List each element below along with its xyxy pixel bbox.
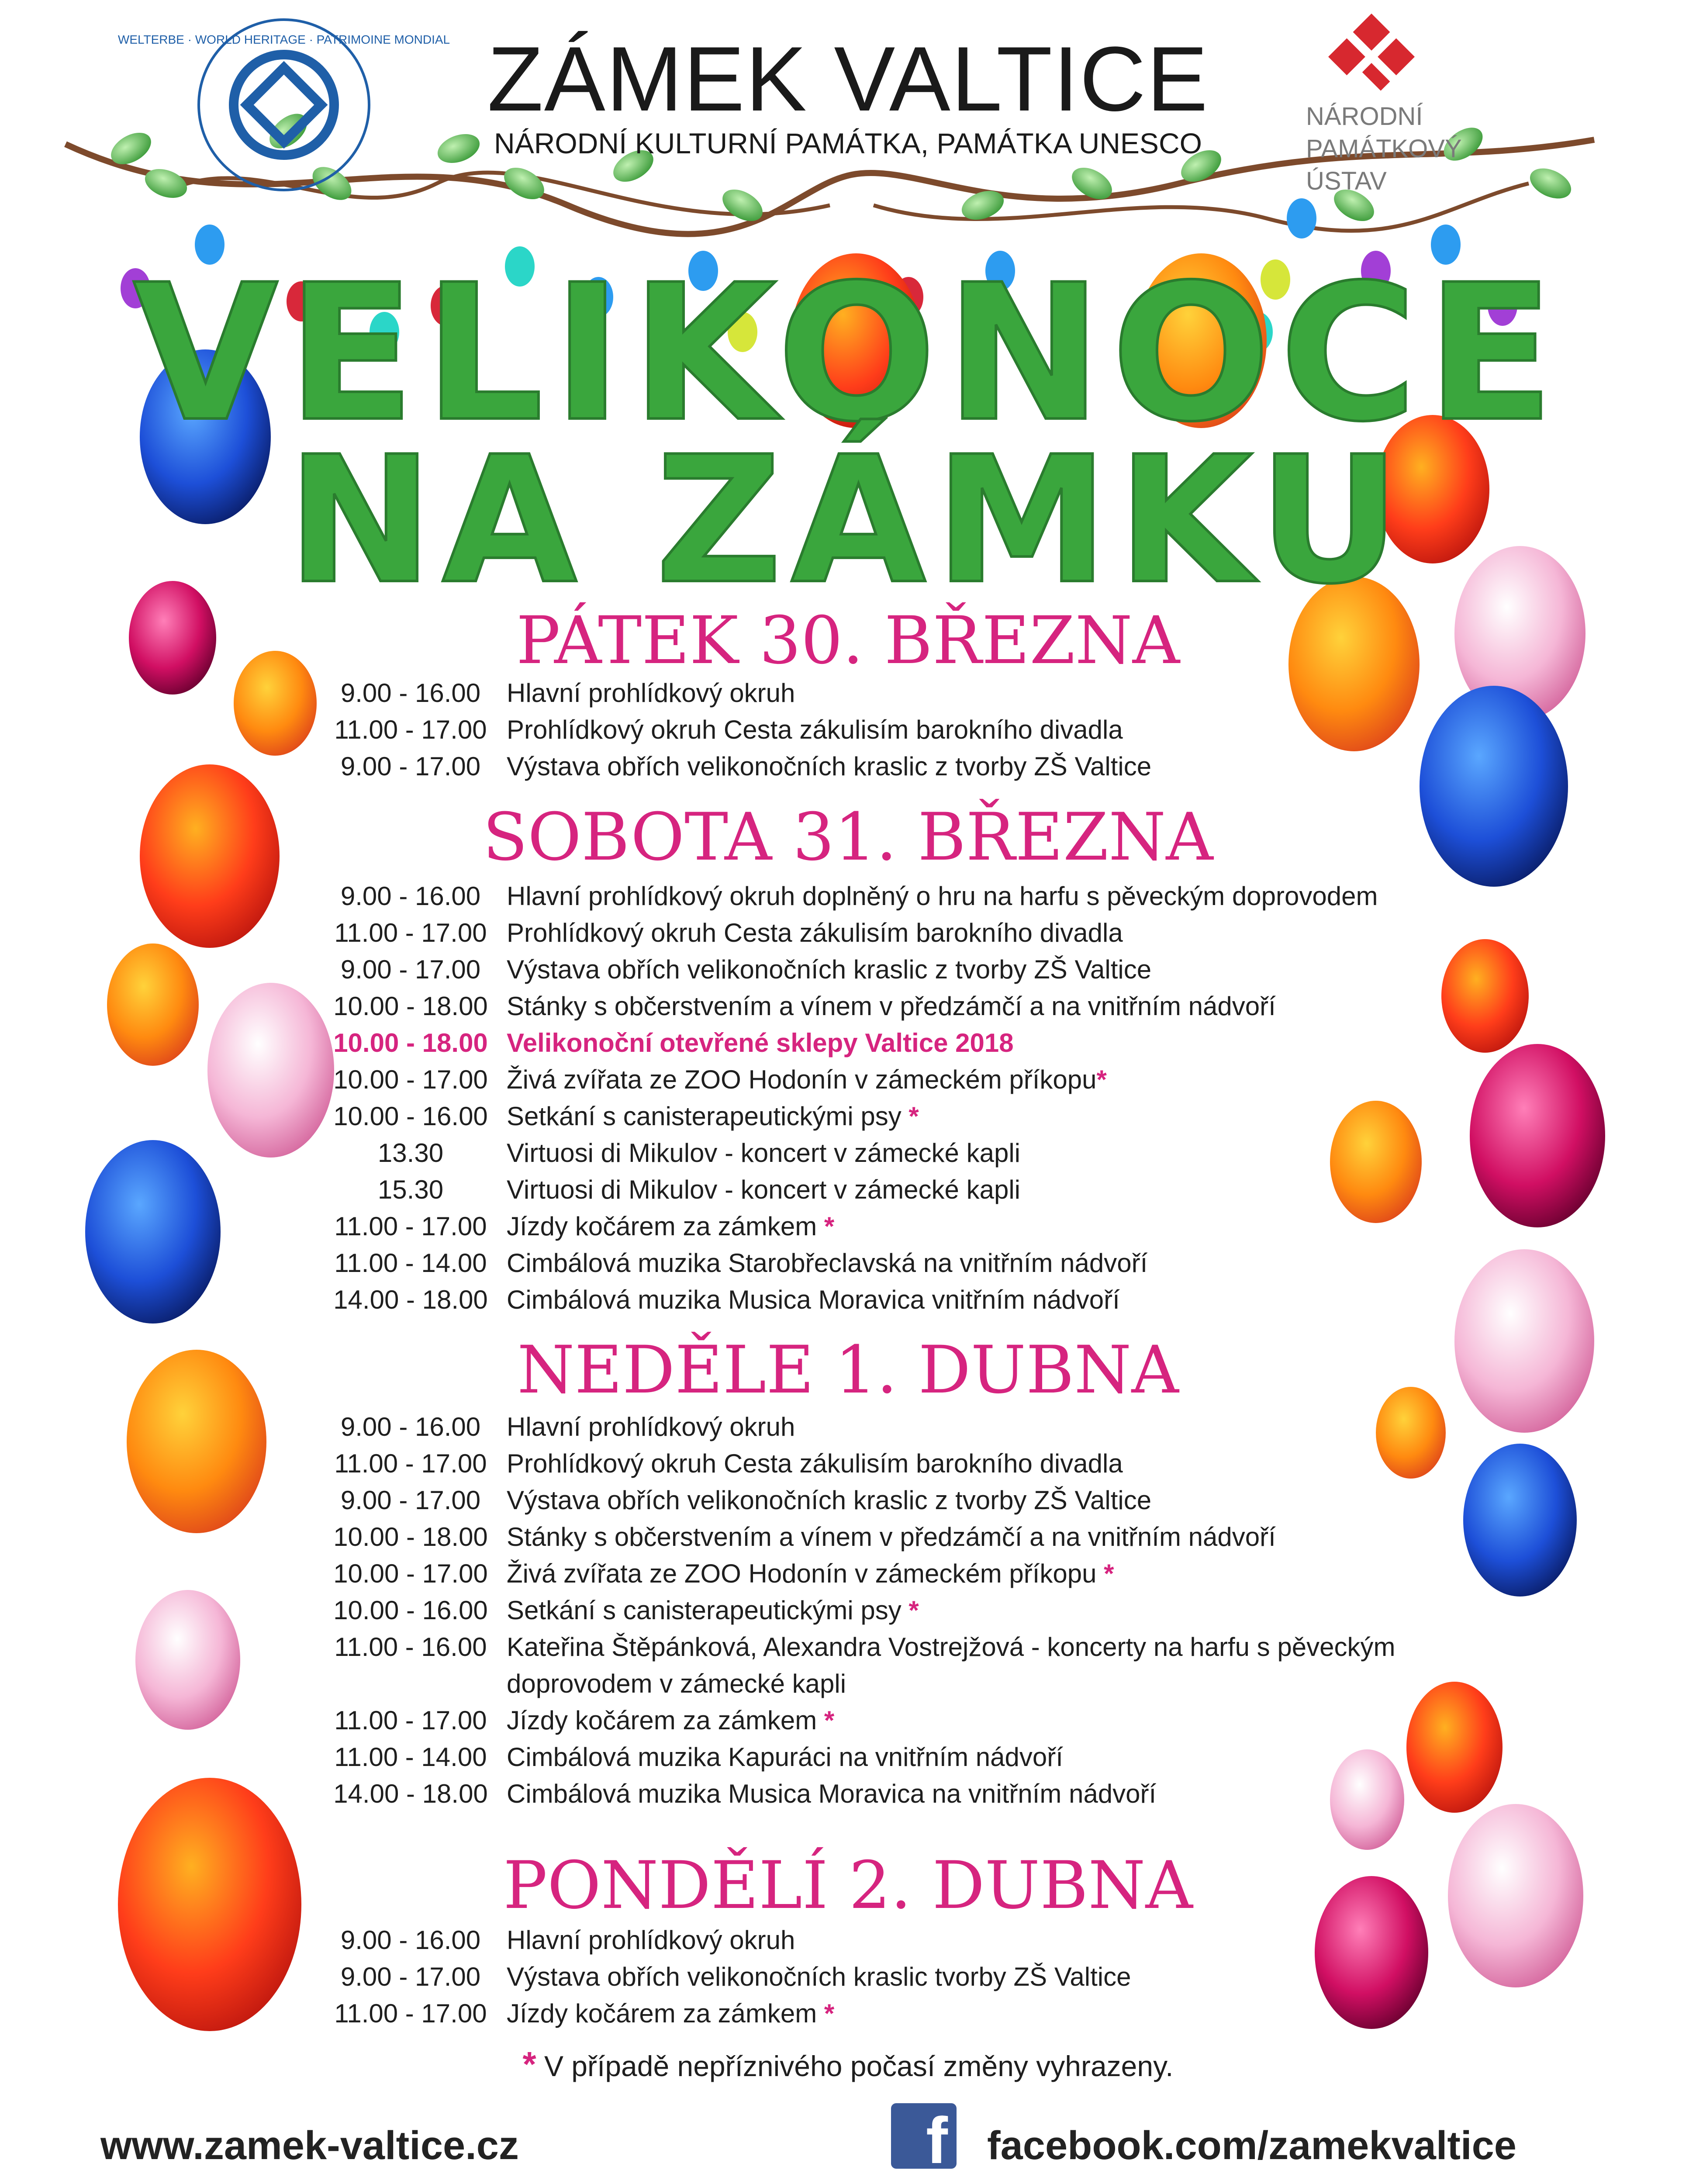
event-desc: Setkání s canisterapeutickými psy [507, 1596, 902, 1625]
schedule-row [332, 988, 1555, 1025]
event-time: 9.00 - 16.00 [340, 1412, 481, 1441]
schedule-row [332, 1282, 1555, 1318]
event-time: 11.00 - 17.00 [334, 1212, 487, 1241]
unesco-logo-text: WELTERBE · WORLD HERITAGE · PATRIMOINE MONDIAL [117, 33, 450, 46]
event-desc: Stánky s občerstvením a vínem v předzámčí a na vnitřním nádvoří [507, 992, 1276, 1021]
event-time: 10.00 - 16.00 [333, 1102, 488, 1131]
npu-text-line-3: ÚSTAV [1306, 167, 1387, 195]
event-desc: Kateřina Štěpánková, Alexandra Vostrejžová - koncerty na harfu s pěveckým doprovodem v zámecké kapli [507, 1632, 1395, 1698]
schedule-row [332, 1208, 1555, 1245]
event-time: 9.00 - 17.00 [340, 752, 481, 781]
event-desc: Virtuosi di Mikulov - koncert v zámecké kapli [507, 1138, 1020, 1168]
schedule-row [332, 1519, 1555, 1555]
facebook-link[interactable]: facebook.com/zamekvaltice [987, 2123, 1516, 2168]
schedule-row [332, 1555, 1555, 1592]
event-desc: Jízdy kočárem za zámkem [507, 1999, 817, 2028]
asterisk-mark: * [1096, 1065, 1107, 1094]
event-time: 10.00 - 17.00 [333, 1559, 488, 1588]
footnote [0, 2044, 1696, 2084]
event-desc: Prohlídkový okruh Cesta zákulisím barokního divadla [507, 918, 1123, 947]
event-desc: Výstava obřích velikonočních kraslic z tvorby ZŠ Valtice [507, 752, 1152, 781]
headline-line-2: NA ZÁMKU [287, 419, 1409, 622]
schedule-row [332, 1171, 1555, 1208]
event-desc: Setkání s canisterapeutickými psy [507, 1102, 902, 1131]
schedule-row [332, 915, 1555, 951]
schedule-row [332, 878, 1555, 915]
header-title: ZÁMEK VALTICE [487, 28, 1209, 130]
event-desc: Jízdy kočárem za zámkem [507, 1212, 817, 1241]
npu-text-line-1: NÁRODNÍ [1306, 102, 1423, 131]
facebook-icon[interactable]: f [891, 2103, 957, 2169]
event-desc: Hlavní prohlídkový okruh doplněný o hru na harfu s pěveckým doprovodem [507, 881, 1378, 911]
event-time: 9.00 - 17.00 [340, 1962, 481, 1991]
schedule-row [332, 1445, 1555, 1482]
schedule-row [332, 1959, 1555, 1995]
schedule-row [332, 1098, 1555, 1135]
event-time: 11.00 - 17.00 [334, 918, 487, 947]
event-desc: Cimbálová muzika Starobřeclavská na vnitřním nádvoří [507, 1248, 1148, 1278]
event-desc: Cimbálová muzika Musica Moravica vnitřním nádvoří [507, 1285, 1120, 1314]
event-time: 11.00 - 16.00 [334, 1632, 487, 1662]
schedule-row [332, 1922, 1555, 1959]
event-time: 14.00 - 18.00 [333, 1779, 488, 1808]
event-time: 9.00 - 16.00 [340, 881, 481, 911]
event-desc: Cimbálová muzika Kapuráci na vnitřním nádvoří [507, 1742, 1063, 1772]
event-desc: Prohlídkový okruh Cesta zákulisím barokního divadla [507, 715, 1123, 744]
schedule-row [332, 1995, 1555, 2032]
event-time: 11.00 - 17.00 [334, 715, 487, 744]
event-desc: Velikonoční otevřené sklepy Valtice 2018 [507, 1028, 1014, 1057]
event-time: 10.00 - 17.00 [333, 1065, 488, 1094]
headline-line-1: VELIKONOCE [133, 245, 1563, 463]
event-desc: Hlavní prohlídkový okruh [507, 678, 795, 708]
website-link[interactable]: www.zamek-valtice.cz [100, 2123, 519, 2168]
schedule-row [332, 1409, 1555, 1445]
schedule-row [332, 1776, 1555, 1812]
event-time: 11.00 - 17.00 [334, 1706, 487, 1735]
schedule-row [332, 1629, 1555, 1702]
header-subtitle: NÁRODNÍ KULTURNÍ PAMÁTKA, PAMÁTKA UNESCO [494, 127, 1202, 159]
schedule-row [332, 1135, 1555, 1171]
event-time: 9.00 - 16.00 [340, 1925, 481, 1955]
schedule-row [332, 675, 1555, 712]
event-desc: Hlavní prohlídkový okruh [507, 1412, 795, 1441]
schedule-row [332, 1702, 1555, 1739]
schedule-row [332, 712, 1555, 748]
schedule-row [332, 1739, 1555, 1776]
npu-text-line-2: PAMÁTKOVÝ [1306, 135, 1462, 163]
asterisk-mark: * [824, 1706, 835, 1735]
event-time: 9.00 - 17.00 [340, 955, 481, 984]
schedule-row [332, 1061, 1555, 1098]
event-time: 10.00 - 18.00 [333, 992, 488, 1021]
asterisk-mark: * [908, 1596, 919, 1625]
event-time: 9.00 - 17.00 [340, 1486, 481, 1515]
event-desc: Živá zvířata ze ZOO Hodonín v zámeckém příkopu [507, 1559, 1097, 1588]
event-time: 11.00 - 14.00 [334, 1742, 487, 1772]
event-time: 11.00 - 17.00 [334, 1999, 487, 2028]
event-desc: Hlavní prohlídkový okruh [507, 1925, 795, 1955]
schedule-row [332, 951, 1555, 988]
asterisk-mark: * [824, 1999, 835, 2028]
schedule-row [332, 1482, 1555, 1519]
schedule-friday [332, 675, 1555, 785]
event-time: 10.00 - 18.00 [333, 1522, 488, 1552]
schedule-row-highlight [332, 1025, 1555, 1061]
event-time: 11.00 - 17.00 [334, 1449, 487, 1478]
schedule-monday [332, 1922, 1555, 2032]
schedule-row [332, 1245, 1555, 1282]
schedule-row [332, 748, 1555, 785]
asterisk-mark: * [1104, 1559, 1114, 1588]
event-desc: Živá zvířata ze ZOO Hodonín v zámeckém příkopu [507, 1065, 1097, 1094]
asterisk-mark: * [824, 1212, 835, 1241]
event-desc: Výstava obřích velikonočních kraslic tvorby ZŠ Valtice [507, 1962, 1131, 1991]
day-title-sunday: NEDĚLE 1. DUBNA [517, 1332, 1179, 1408]
event-desc: Jízdy kočárem za zámkem [507, 1706, 817, 1735]
footnote-text: V případě nepříznivého počasí změny vyhrazeny. [544, 2050, 1174, 2082]
event-desc: Cimbálová muzika Musica Moravica na vnitřním nádvoří [507, 1779, 1157, 1808]
event-desc: Výstava obřích velikonočních kraslic z tvorby ZŠ Valtice [507, 955, 1152, 984]
asterisk-mark: * [522, 2045, 536, 2084]
schedule-saturday [332, 878, 1555, 1318]
event-desc: Výstava obřích velikonočních kraslic z tvorby ZŠ Valtice [507, 1486, 1152, 1515]
day-title-monday: PONDĚLÍ 2. DUBNA [503, 1848, 1193, 1924]
day-title-saturday: SOBOTA 31. BŘEZNA [483, 799, 1213, 875]
event-time: 10.00 - 18.00 [333, 1028, 488, 1057]
event-time: 11.00 - 14.00 [334, 1248, 487, 1278]
day-title-friday: PÁTEK 30. BŘEZNA [516, 603, 1180, 679]
event-time: 13.30 [377, 1138, 444, 1168]
event-desc: Virtuosi di Mikulov - koncert v zámecké kapli [507, 1175, 1020, 1204]
event-desc: Prohlídkový okruh Cesta zákulisím barokního divadla [507, 1449, 1123, 1478]
event-time: 15.30 [377, 1175, 444, 1204]
event-time: 9.00 - 16.00 [340, 678, 481, 708]
event-time: 10.00 - 16.00 [333, 1596, 488, 1625]
asterisk-mark: * [908, 1102, 919, 1131]
event-time: 14.00 - 18.00 [333, 1285, 488, 1314]
event-desc: Stánky s občerstvením a vínem v předzámčí a na vnitřním nádvoří [507, 1522, 1276, 1552]
schedule-row [332, 1592, 1555, 1629]
schedule-sunday [332, 1409, 1555, 1812]
